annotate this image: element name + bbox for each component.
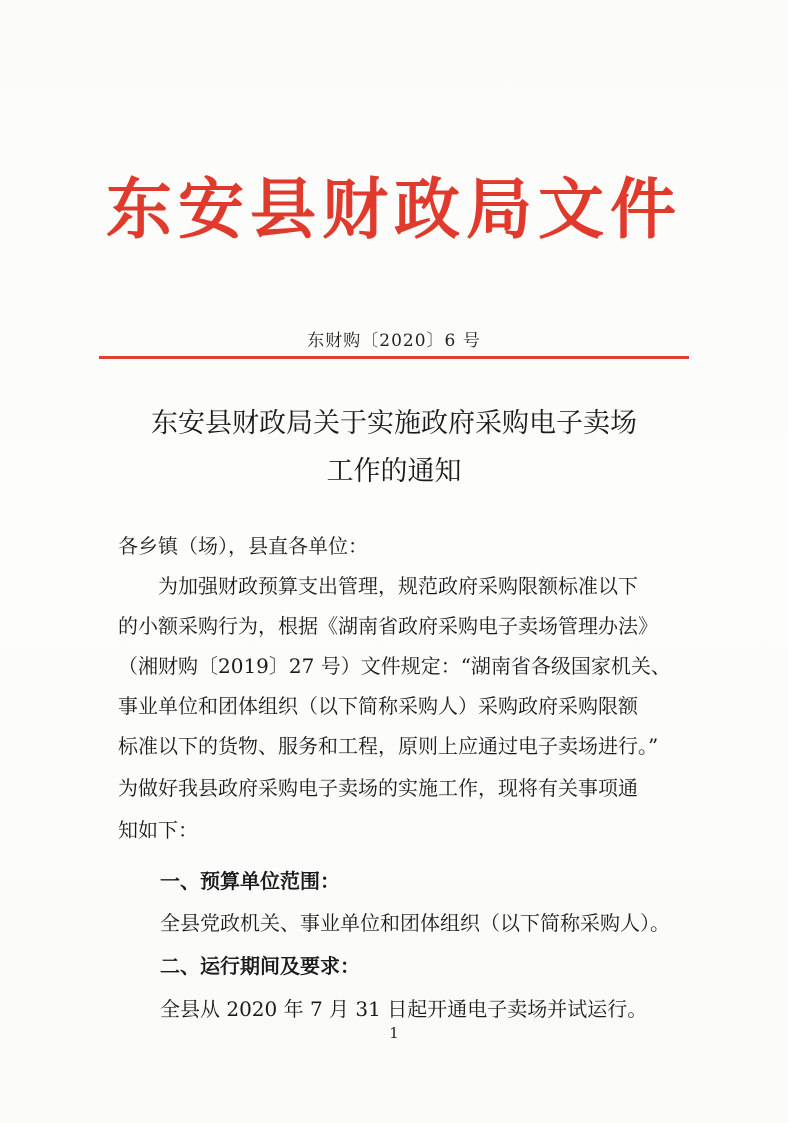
red-separator-line — [99, 356, 689, 359]
notice-title-line-1: 东安县财政局关于实施政府采购电子卖场 — [151, 408, 637, 439]
document-header-title: 东安县财政局文件 — [106, 170, 682, 248]
page-number: 1 — [389, 1024, 399, 1042]
paragraph-line: 为加强财政预算支出管理，规范政府采购限额标准以下 — [158, 574, 638, 598]
document-number: 东财购〔2020〕6 号 — [307, 331, 481, 351]
notice-title-line-2: 工作的通知 — [326, 456, 462, 487]
notice-title — [0, 400, 788, 496]
paragraph-line: 的小额采购行为，根据《湖南省政府采购电子卖场管理办法》 — [118, 614, 658, 638]
paragraph-line: 知如下： — [118, 818, 198, 842]
section-heading-budget-units: 一、预算单位范围： — [160, 869, 340, 893]
section-heading-operation-period: 二、运行期间及要求： — [160, 954, 360, 978]
salutation: 各乡镇（场），县直各单位： — [118, 534, 368, 558]
section-text-budget-units: 全县党政机关、事业单位和团体组织（以下简称采购人）。 — [160, 911, 670, 935]
paragraph-line: 标准以下的货物、服务和工程，原则上应通过电子卖场进行。” — [118, 734, 659, 758]
section-text-operation-period: 全县从 2020 年 7 月 31 日起开通电子卖场并试运行。 — [160, 997, 648, 1021]
paragraph-line: 事业单位和团体组织（以下简称采购人）采购政府采购限额 — [118, 694, 638, 718]
paragraph-line: （湘财购〔2019〕27 号）文件规定：“湖南省各级国家机关、 — [118, 654, 671, 678]
paragraph-line: 为做好我县政府采购电子卖场的实施工作，现将有关事项通 — [118, 776, 638, 800]
